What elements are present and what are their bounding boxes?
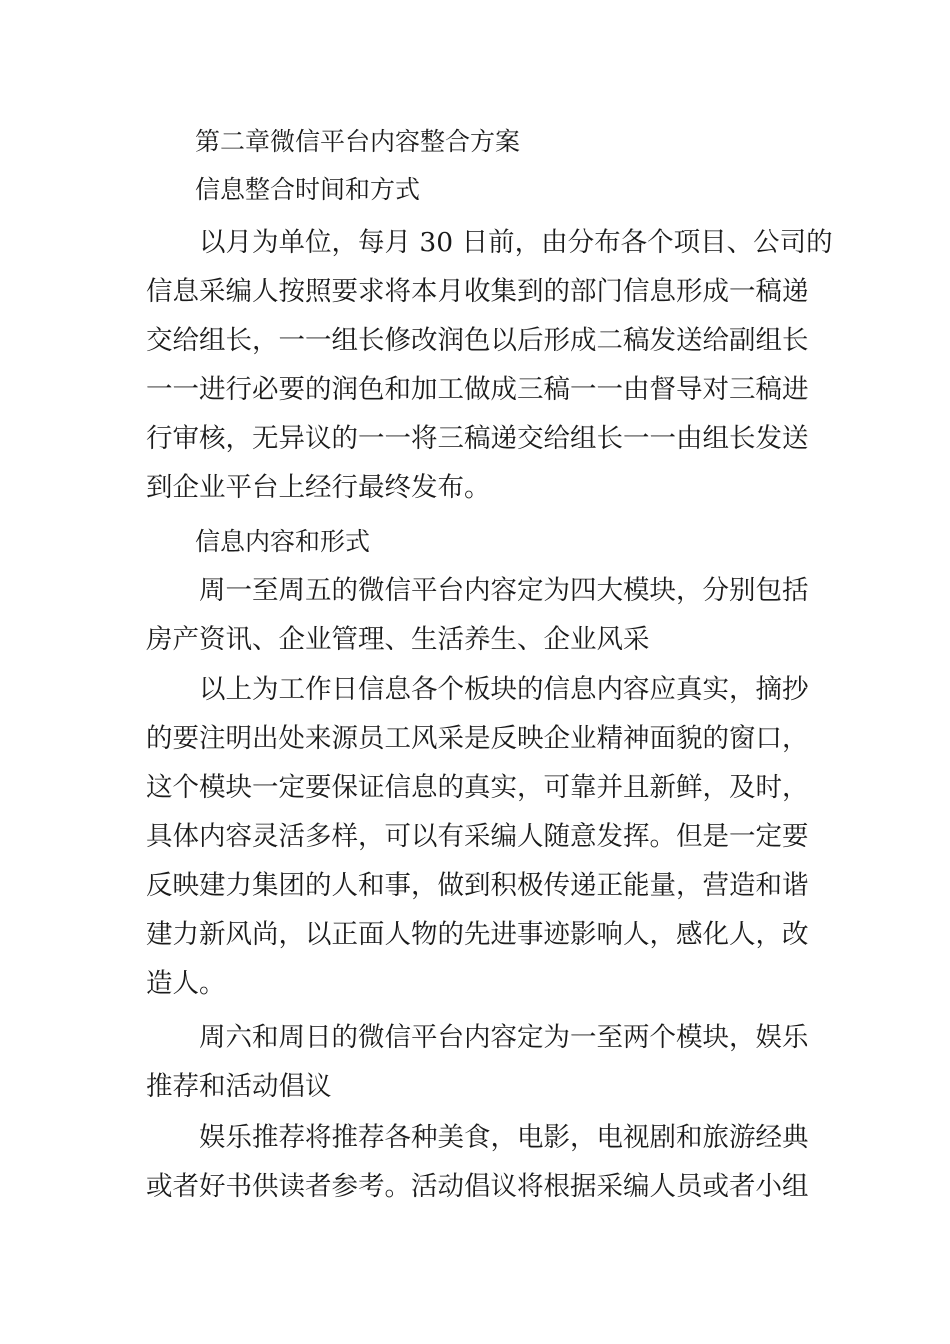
- text-line: 信息采编人按照要求将本月收集到的部门信息形成一稿递: [146, 276, 809, 307]
- text-line: 反映建力集团的人和事，做到积极传递正能量，营造和谐: [146, 870, 809, 901]
- paragraph-entertainment: [146, 1113, 809, 1211]
- paragraph-integration-process: [146, 218, 833, 512]
- text-line: 交给组长，一一组长修改润色以后形成二稿发送给副组长: [146, 325, 809, 356]
- text-line: 一一进行必要的润色和加工做成三稿一一由督导对三稿进: [146, 374, 809, 405]
- text-line: 具体内容灵活多样，可以有采编人随意发挥。但是一定要: [146, 821, 809, 852]
- text-line: 以月为单位，每月 30 日前，由分布各个项目、公司的: [199, 227, 833, 258]
- paragraph-weekend-modules: [146, 1013, 809, 1111]
- text-line: 到企业平台上经行最终发布。: [146, 472, 491, 503]
- section-title-info-content: 信息内容和形式: [195, 527, 371, 556]
- text-line: 造人。: [146, 968, 226, 999]
- text-line: 房产资讯、企业管理、生活养生、企业风采: [146, 624, 650, 655]
- paragraph-weekday-modules: [146, 566, 809, 664]
- section-title-info-integration: 信息整合时间和方式: [195, 175, 421, 204]
- text-line: 娱乐推荐将推荐各种美食，电影，电视剧和旅游经典: [199, 1122, 809, 1153]
- text-line: 推荐和活动倡议: [146, 1071, 332, 1102]
- text-line: 周一至周五的微信平台内容定为四大模块，分别包括: [199, 575, 809, 606]
- text-line: 建力新风尚，以正面人物的先进事迹影响人，感化人，改: [146, 919, 809, 950]
- text-line: 或者好书供读者参考。活动倡议将根据采编人员或者小组: [146, 1171, 809, 1202]
- text-line: 的要注明出处来源员工风采是反映企业精神面貌的窗口，: [146, 723, 809, 754]
- text-line: 这个模块一定要保证信息的真实，可靠并且新鲜，及时，: [146, 772, 809, 803]
- chapter-title: 第二章微信平台内容整合方案: [195, 127, 521, 156]
- text-line: 周六和周日的微信平台内容定为一至两个模块，娱乐: [199, 1022, 809, 1053]
- text-line: 以上为工作日信息各个板块的信息内容应真实，摘抄: [199, 674, 809, 705]
- paragraph-content-requirements: [146, 665, 809, 1008]
- text-line: 行审核，无异议的一一将三稿递交给组长一一由组长发送: [146, 423, 809, 454]
